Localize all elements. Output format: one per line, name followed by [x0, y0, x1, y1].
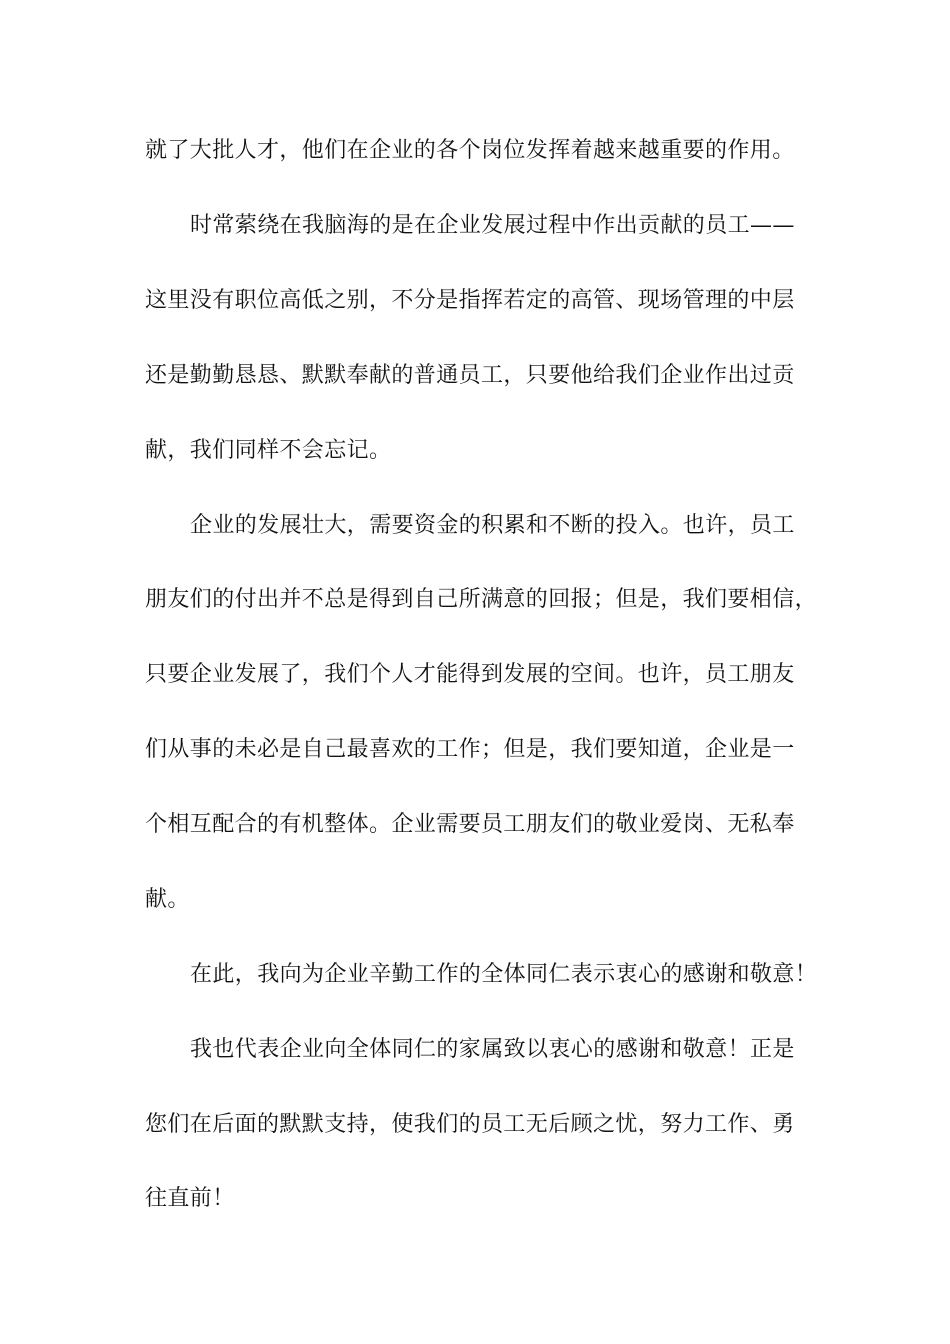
- paragraph-line: 我也代表企业向全体同仁的家属致以衷心的感谢和敬意！正是: [190, 1037, 795, 1062]
- paragraph-line: 在此，我向为企业辛勤工作的全体同仁表示衷心的感谢和敬意！: [190, 962, 818, 987]
- paragraph-line: 个相互配合的有机整体。企业需要员工朋友们的敬业爱岗、无私奉: [145, 812, 795, 837]
- paragraph-line: 还是勤勤恳恳、默默奉献的普通员工，只要他给我们企业作出过贡: [145, 363, 795, 388]
- paragraph-line: 往直前！: [145, 1186, 235, 1211]
- paragraph-line: 您们在后面的默默支持，使我们的员工无后顾之忧，努力工作、勇: [145, 1112, 795, 1137]
- paragraph-line: 献，我们同样不会忘记。: [145, 438, 392, 463]
- paragraph-line: 时常萦绕在我脑海的是在企业发展过程中作出贡献的员工——: [190, 213, 795, 238]
- paragraph-line: 只要企业发展了，我们个人才能得到发展的空间。也许，员工朋友: [145, 662, 795, 687]
- paragraph-line: 们从事的未必是自己最喜欢的工作；但是，我们要知道，企业是一: [145, 737, 795, 762]
- paragraph-line: 朋友们的付出并不总是得到自己所满意的回报；但是，我们要相信，: [145, 587, 818, 612]
- paragraph-line: 企业的发展壮大，需要资金的积累和不断的投入。也许，员工: [190, 513, 795, 538]
- paragraph-line: 献。: [145, 887, 190, 912]
- paragraph-line: 就了大批人才，他们在企业的各个岗位发挥着越来越重要的作用。: [145, 138, 795, 163]
- paragraph-line: 这里没有职位高低之别，不分是指挥若定的高管、现场管理的中层: [145, 288, 795, 313]
